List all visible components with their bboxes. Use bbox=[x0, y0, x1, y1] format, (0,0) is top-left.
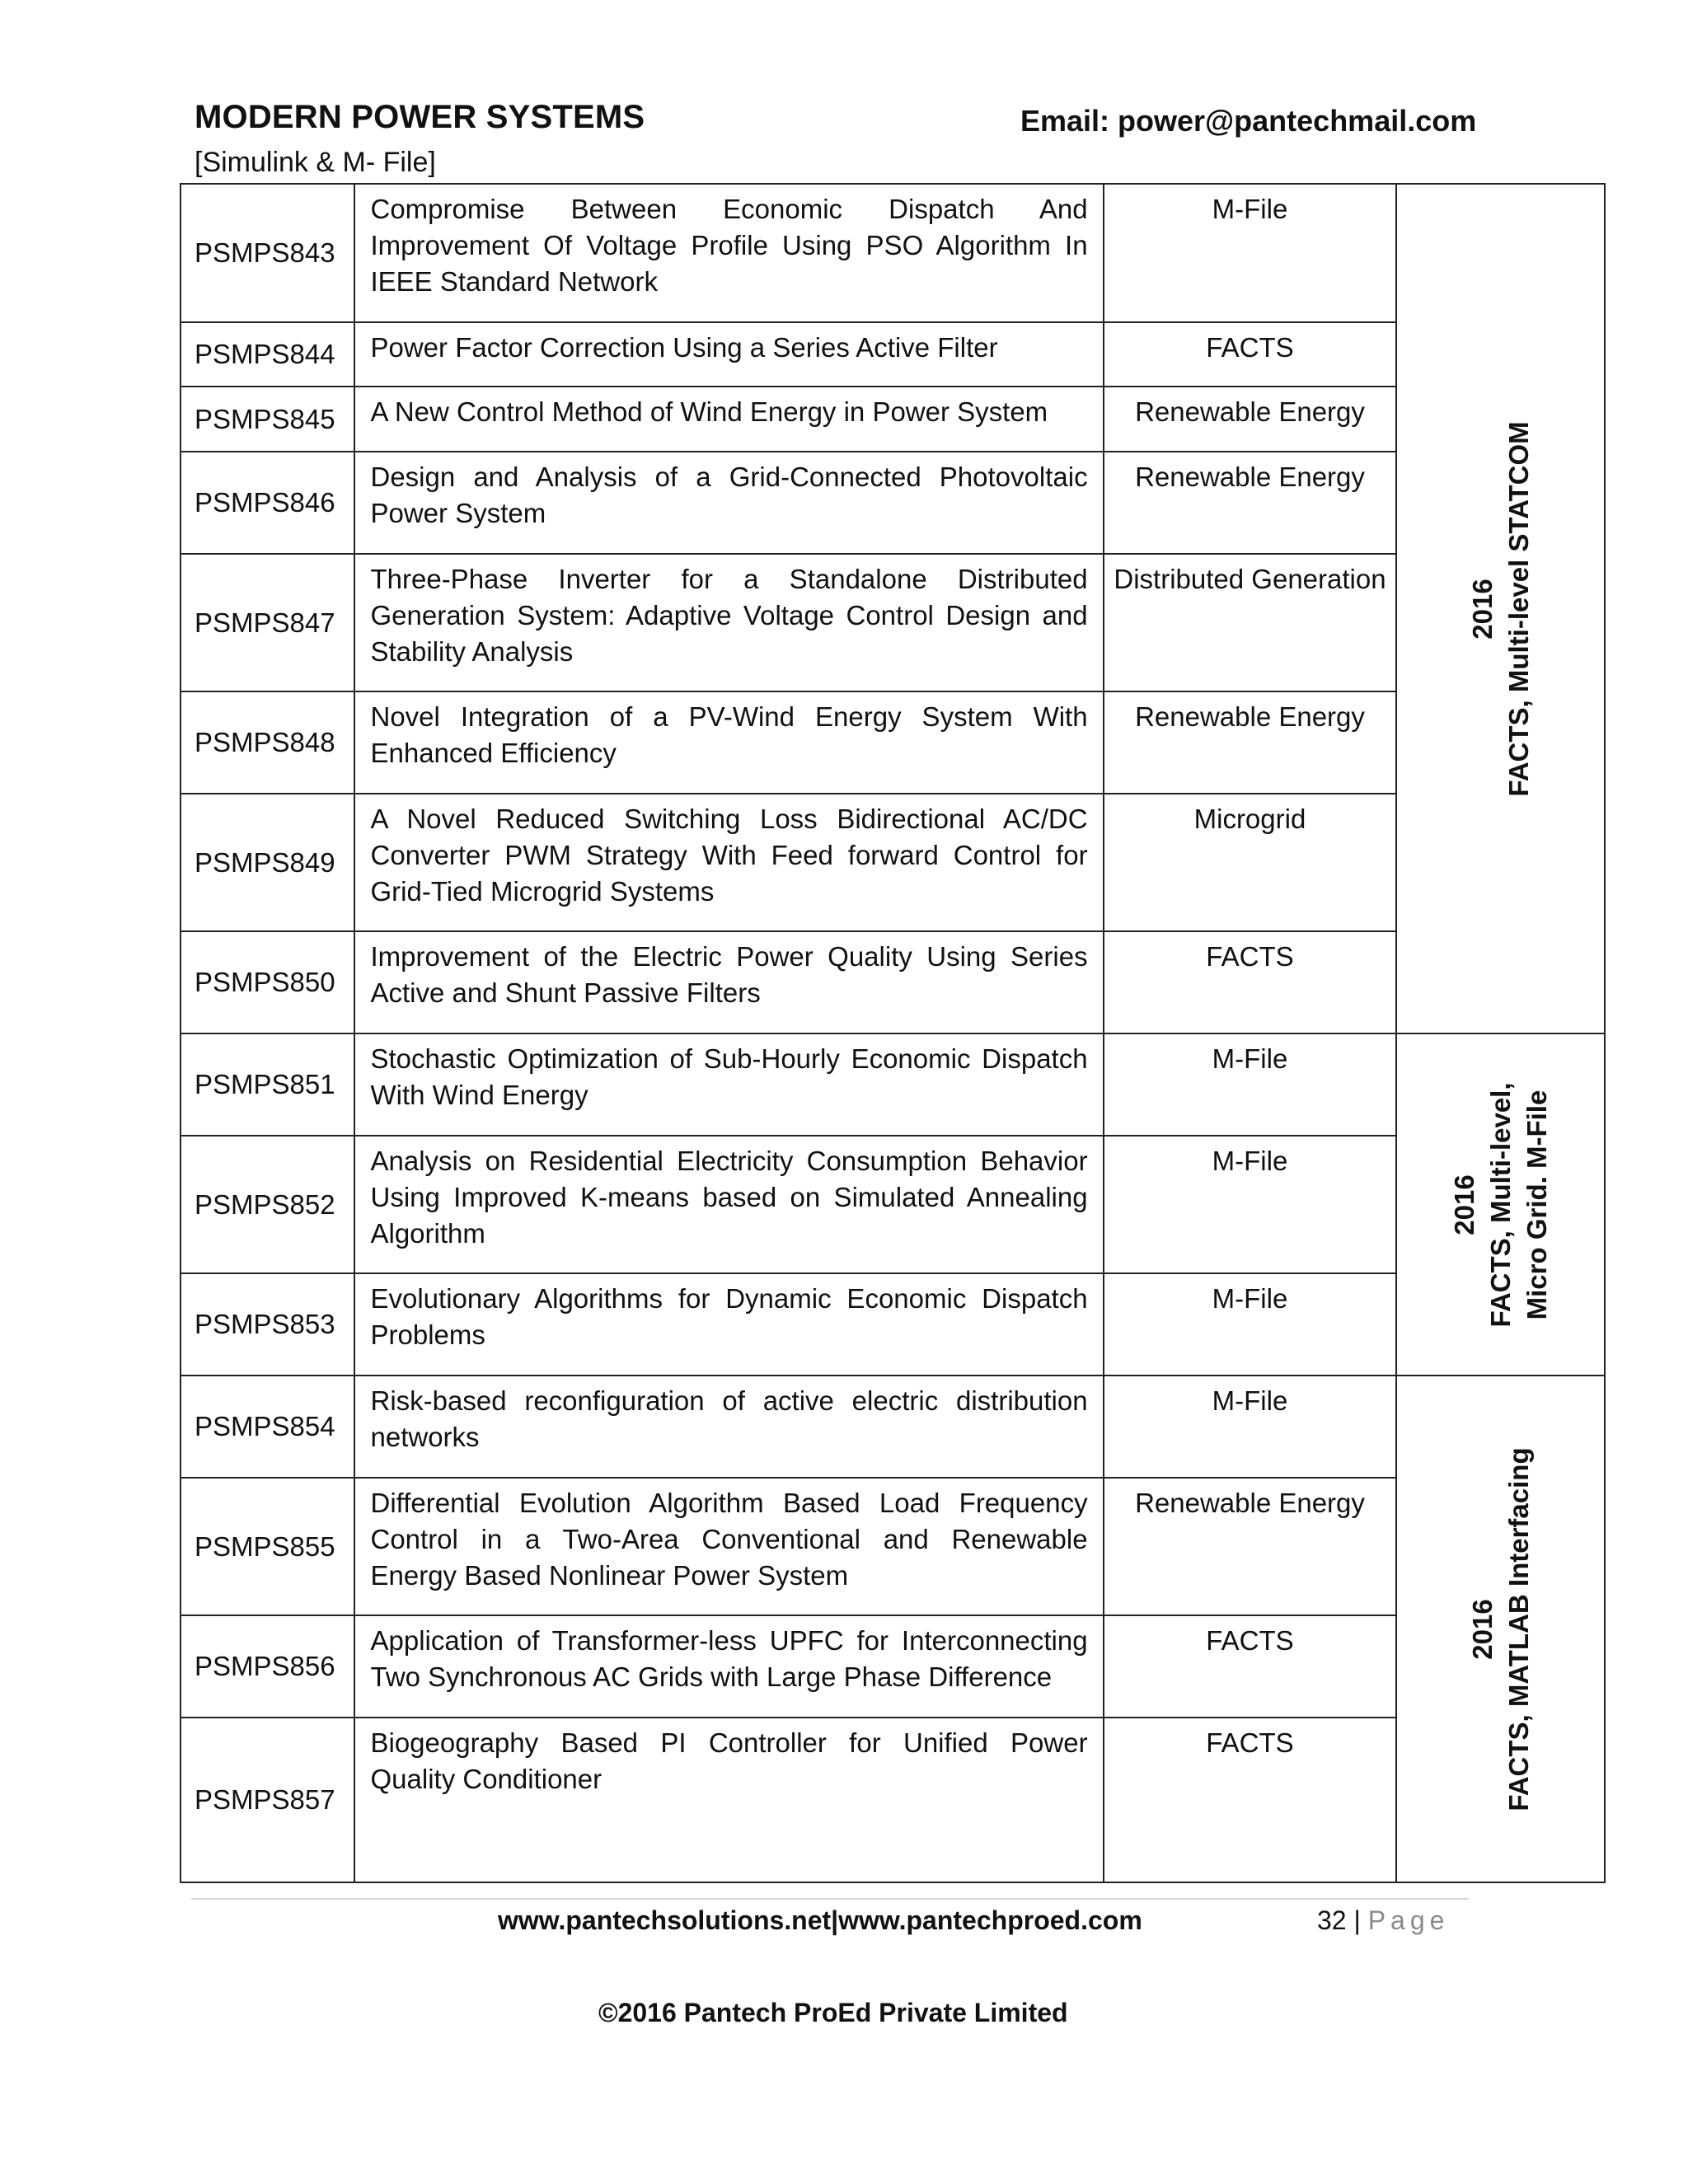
table-row bbox=[181, 1273, 1605, 1376]
group-line: FACTS, Multi-level STATCOM bbox=[1503, 420, 1534, 797]
project-category: Renewable Energy bbox=[1104, 1478, 1397, 1615]
document-title: MODERN POWER SYSTEMS bbox=[195, 99, 645, 135]
project-code: PSMPS848 bbox=[181, 691, 354, 794]
project-title: Stochastic Optimization of Sub-Hourly Economic Dispatch With Wind Energy bbox=[354, 1033, 1103, 1136]
footer-divider bbox=[191, 1898, 1469, 1900]
project-title: Analysis on Residential Electricity Consumption Behavior Using Improved K-means based on Simulated Annealing Algorithm bbox=[354, 1136, 1103, 1273]
group-year: 2016 bbox=[1466, 1598, 1498, 1660]
project-category: FACTS bbox=[1104, 931, 1397, 1033]
table-row bbox=[181, 1478, 1605, 1615]
table-row bbox=[181, 1136, 1605, 1273]
project-code: PSMPS847 bbox=[181, 554, 354, 691]
group-line: FACTS, Multi-level, bbox=[1484, 1081, 1516, 1328]
project-title: Design and Analysis of a Grid-Connected Photovoltaic Power System bbox=[354, 452, 1103, 554]
project-title: Evolutionary Algorithms for Dynamic Economic Dispatch Problems bbox=[354, 1273, 1103, 1376]
table-row bbox=[181, 931, 1605, 1033]
project-code: PSMPS856 bbox=[181, 1615, 354, 1718]
group-label-1 bbox=[1396, 184, 1605, 1033]
project-title: Application of Transformer-less UPFC for Interconnecting Two Synchronous AC Grids with Large Phase Difference bbox=[354, 1615, 1103, 1718]
contact-email: Email: power@pantechmail.com bbox=[1020, 104, 1477, 138]
project-category: M-File bbox=[1104, 1136, 1397, 1273]
project-title: Novel Integration of a PV-Wind Energy System With Enhanced Efficiency bbox=[354, 691, 1103, 794]
project-category: Renewable Energy bbox=[1104, 387, 1397, 452]
project-category: M-File bbox=[1104, 184, 1397, 322]
copyright-notice: ©2016 Pantech ProEd Private Limited bbox=[598, 1998, 1068, 2027]
document-subtitle: [Simulink & M- File] bbox=[195, 147, 436, 178]
table-row bbox=[181, 554, 1605, 691]
table-row bbox=[181, 452, 1605, 554]
project-code: PSMPS844 bbox=[181, 322, 354, 387]
page-indicator bbox=[1317, 1905, 1449, 1936]
project-title: Improvement of the Electric Power Quality Using Series Active and Shunt Passive Filters bbox=[354, 931, 1103, 1033]
project-code: PSMPS845 bbox=[181, 387, 354, 452]
project-category: M-File bbox=[1104, 1376, 1397, 1478]
project-code: PSMPS851 bbox=[181, 1033, 354, 1136]
project-code: PSMPS850 bbox=[181, 931, 354, 1033]
project-title: Three-Phase Inverter for a Standalone Distributed Generation System: Adaptive Voltage Control Design and Stability Analysis bbox=[354, 554, 1103, 691]
project-code: PSMPS852 bbox=[181, 1136, 354, 1273]
table-row bbox=[181, 1615, 1605, 1718]
project-code: PSMPS846 bbox=[181, 452, 354, 554]
table-row bbox=[181, 1376, 1605, 1478]
group-line: Micro Grid. M-File bbox=[1521, 1090, 1552, 1319]
project-title: A Novel Reduced Switching Loss Bidirectional AC/DC Converter PWM Strategy With Feed forward Control for Grid-Tied Microgrid Systems bbox=[354, 794, 1103, 931]
table-row bbox=[181, 387, 1605, 452]
project-category: Renewable Energy bbox=[1104, 691, 1397, 794]
table-row bbox=[181, 691, 1605, 794]
project-title: Risk-based reconfiguration of active electric distribution networks bbox=[354, 1376, 1103, 1478]
project-code: PSMPS857 bbox=[181, 1718, 354, 1882]
project-category: FACTS bbox=[1104, 1718, 1397, 1882]
group-label-2 bbox=[1396, 1033, 1605, 1376]
footer-website-links[interactable]: www.pantechsolutions.net|www.pantechproed.com bbox=[498, 1905, 1142, 1935]
page-separator: | bbox=[1346, 1905, 1368, 1935]
project-category: Renewable Energy bbox=[1104, 452, 1397, 554]
group-line: FACTS, MATLAB Interfacing bbox=[1503, 1446, 1534, 1811]
project-code: PSMPS843 bbox=[181, 184, 354, 322]
group-year: 2016 bbox=[1466, 578, 1498, 640]
project-category: FACTS bbox=[1104, 1615, 1397, 1718]
table-row bbox=[181, 794, 1605, 931]
group-label-3 bbox=[1396, 1376, 1605, 1882]
project-category: M-File bbox=[1104, 1273, 1397, 1376]
project-code: PSMPS853 bbox=[181, 1273, 354, 1376]
project-title: Biogeography Based PI Controller for Unified Power Quality Conditioner bbox=[354, 1718, 1103, 1882]
project-category: M-File bbox=[1104, 1033, 1397, 1136]
page-number: 32 bbox=[1317, 1905, 1347, 1935]
project-category: Microgrid bbox=[1104, 794, 1397, 931]
project-category: Distributed Generation bbox=[1104, 554, 1397, 691]
project-code: PSMPS855 bbox=[181, 1478, 354, 1615]
project-title: Compromise Between Economic Dispatch And Improvement Of Voltage Profile Using PSO Algorithm In IEEE Standard Network bbox=[354, 184, 1103, 322]
project-code: PSMPS854 bbox=[181, 1376, 354, 1478]
table-row bbox=[181, 184, 1605, 322]
project-title: Differential Evolution Algorithm Based Load Frequency Control in a Two-Area Conventional and Renewable Energy Based Nonlinear Power System bbox=[354, 1478, 1103, 1615]
table-row bbox=[181, 1718, 1605, 1882]
table-row bbox=[181, 1033, 1605, 1136]
project-title: A New Control Method of Wind Energy in Power System bbox=[354, 387, 1103, 452]
page-label: Page bbox=[1367, 1905, 1450, 1935]
project-category: FACTS bbox=[1104, 322, 1397, 387]
project-code: PSMPS849 bbox=[181, 794, 354, 931]
projects-table bbox=[180, 183, 1606, 1883]
table-row bbox=[181, 322, 1605, 387]
project-title: Power Factor Correction Using a Series Active Filter bbox=[354, 322, 1103, 387]
group-year: 2016 bbox=[1448, 1174, 1479, 1235]
